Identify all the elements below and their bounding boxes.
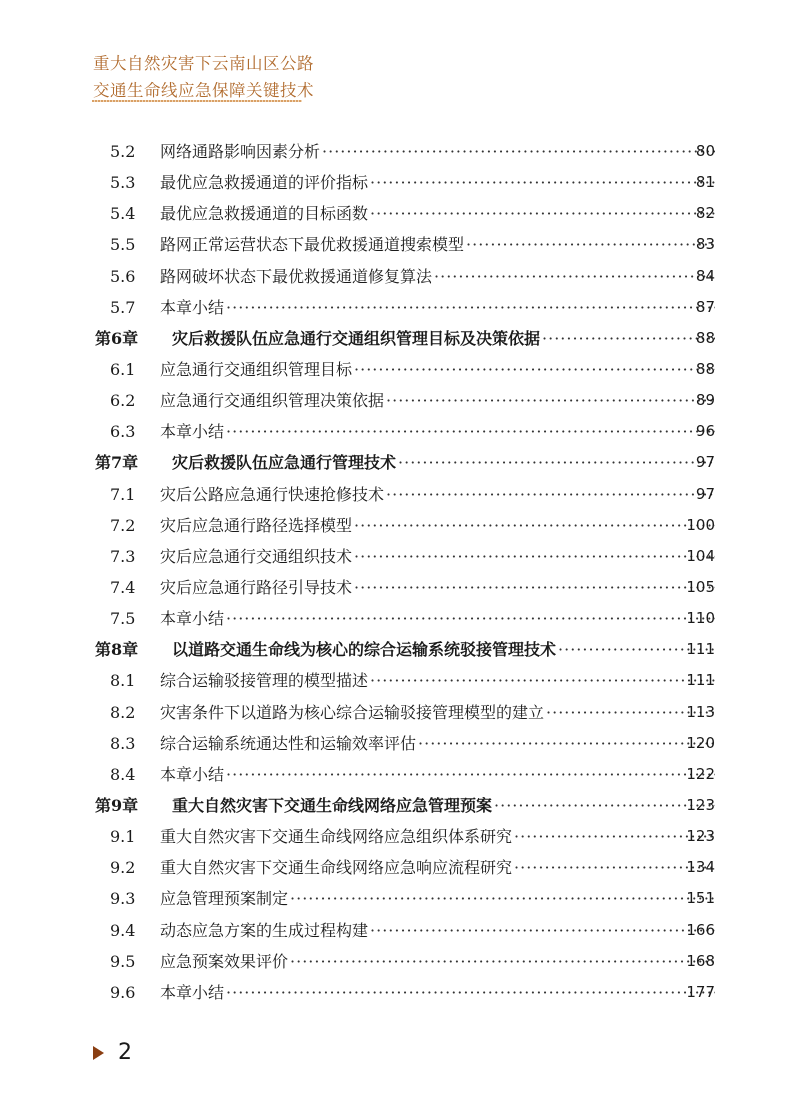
entry-title: 灾后应急通行路径选择模型 — [160, 510, 354, 541]
entry-title: 灾后应急通行路径引导技术 — [160, 572, 354, 603]
toc-chapter-entry[interactable] — [0, 447, 790, 478]
entry-page: 83 — [695, 235, 715, 254]
dot-leader — [398, 447, 715, 478]
dot-leader — [226, 416, 715, 447]
entry-page: 168 — [686, 951, 715, 970]
entry-title: 综合运输驳接管理的模型描述 — [160, 665, 370, 696]
toc-section-entry[interactable] — [0, 229, 790, 260]
toc-chapter-entry[interactable] — [0, 634, 790, 665]
dot-leader — [354, 510, 715, 541]
entry-number: 第7章 — [95, 453, 139, 473]
entry-page: 111 — [686, 671, 715, 690]
dot-leader — [370, 665, 715, 696]
entry-number: 7.1 — [110, 484, 136, 504]
entry-number: 9.3 — [110, 889, 136, 909]
entry-page: 120 — [686, 733, 715, 752]
toc-section-entry[interactable] — [0, 510, 790, 541]
entry-page: 81 — [695, 173, 715, 192]
dot-leader — [226, 292, 715, 323]
dot-leader — [354, 541, 715, 572]
toc-section-entry[interactable] — [0, 821, 790, 852]
entry-page: 88 — [695, 328, 715, 347]
entry-page: 80 — [695, 142, 715, 160]
entry-number: 8.3 — [110, 733, 136, 753]
dot-leader — [322, 136, 715, 167]
entry-title: 最优应急救援通道的目标函数 — [160, 198, 370, 229]
entry-page: 97 — [695, 484, 715, 503]
entry-page: 151 — [686, 889, 715, 908]
toc-section-entry[interactable] — [0, 261, 790, 292]
toc-chapter-entry[interactable] — [0, 323, 790, 354]
entry-page: 89 — [695, 391, 715, 410]
entry-title: 本章小结 — [160, 292, 226, 323]
entry-title: 重大自然灾害下交通生命线网络应急管理预案 — [172, 790, 494, 821]
entry-page: 105 — [686, 577, 715, 596]
table-of-contents — [0, 136, 790, 1008]
entry-title: 本章小结 — [160, 603, 226, 634]
entry-number: 6.2 — [110, 391, 136, 411]
dot-leader — [354, 572, 715, 603]
entry-page: 166 — [686, 920, 715, 939]
entry-title: 路网破坏状态下最优救援通道修复算法 — [160, 261, 434, 292]
entry-page: 113 — [686, 702, 715, 721]
dot-leader — [514, 821, 715, 852]
dot-leader — [514, 852, 715, 883]
header-divider — [92, 100, 302, 102]
entry-title: 应急通行交通组织管理决策依据 — [160, 385, 386, 416]
dot-leader — [434, 261, 715, 292]
entry-number: 5.2 — [110, 142, 136, 161]
entry-number: 5.6 — [110, 266, 136, 286]
entry-number: 7.2 — [110, 515, 136, 535]
dot-leader — [370, 915, 715, 946]
entry-number: 第6章 — [95, 328, 139, 348]
dot-leader — [494, 790, 715, 821]
toc-section-entry[interactable] — [0, 541, 790, 572]
entry-number: 9.2 — [110, 858, 136, 878]
entry-page: 177 — [686, 982, 715, 1001]
entry-page: 100 — [686, 515, 715, 534]
dot-leader — [354, 354, 715, 385]
entry-title: 本章小结 — [160, 759, 226, 790]
entry-page: 111 — [686, 640, 715, 659]
entry-number: 7.5 — [110, 609, 136, 629]
entry-number: 第9章 — [95, 795, 139, 815]
toc-section-entry[interactable] — [0, 852, 790, 883]
toc-chapter-entry[interactable] — [0, 790, 790, 821]
entry-page: 84 — [695, 266, 715, 285]
toc-section-entry[interactable] — [0, 665, 790, 696]
entry-title: 灾后救援队伍应急通行交通组织管理目标及决策依据 — [172, 323, 542, 354]
entry-page: 134 — [686, 858, 715, 877]
toc-section-entry[interactable] — [0, 603, 790, 634]
entry-number: 6.1 — [110, 359, 136, 379]
toc-section-entry[interactable] — [0, 198, 790, 229]
entry-number: 9.1 — [110, 827, 136, 847]
entry-number: 9.6 — [110, 982, 136, 1002]
entry-title: 重大自然灾害下交通生命线网络应急组织体系研究 — [160, 821, 514, 852]
toc-section-entry[interactable] — [0, 883, 790, 914]
toc-section-entry[interactable] — [0, 977, 790, 1008]
dot-leader — [290, 883, 715, 914]
entry-number: 8.4 — [110, 764, 136, 784]
entry-page: 123 — [686, 827, 715, 846]
entry-title: 应急通行交通组织管理目标 — [160, 354, 354, 385]
dot-leader — [226, 759, 715, 790]
toc-section-entry[interactable] — [0, 416, 790, 447]
entry-title: 网络通路影响因素分析 — [160, 136, 322, 167]
entry-number: 8.2 — [110, 702, 136, 722]
entry-page: 122 — [686, 764, 715, 783]
entry-title: 灾后应急通行交通组织技术 — [160, 541, 354, 572]
toc-section-entry[interactable] — [0, 915, 790, 946]
toc-section-entry[interactable] — [0, 479, 790, 510]
toc-section-entry[interactable] — [0, 354, 790, 385]
entry-number: 9.5 — [110, 951, 136, 971]
toc-section-entry[interactable] — [0, 728, 790, 759]
entry-title: 综合运输系统通达性和运输效率评估 — [160, 728, 418, 759]
entry-title: 路网正常运营状态下最优救援通道搜索模型 — [160, 229, 466, 260]
entry-number: 8.1 — [110, 671, 136, 691]
entry-page: 110 — [686, 609, 715, 628]
toc-section-entry[interactable] — [0, 572, 790, 603]
entry-title: 应急管理预案制定 — [160, 883, 290, 914]
dot-leader — [542, 323, 715, 354]
entry-title: 重大自然灾害下交通生命线网络应急响应流程研究 — [160, 852, 514, 883]
dot-leader — [370, 167, 715, 198]
toc-section-entry[interactable] — [0, 136, 790, 167]
page-number: 2 — [118, 1040, 132, 1065]
entry-number: 5.4 — [110, 204, 136, 224]
entry-page: 82 — [695, 204, 715, 223]
entry-page: 104 — [686, 546, 715, 565]
entry-title: 灾害条件下以道路为核心综合运输驳接管理模型的建立 — [160, 697, 546, 728]
entry-number: 6.3 — [110, 422, 136, 442]
entry-number: 7.4 — [110, 577, 136, 597]
triangle-marker-icon — [93, 1046, 104, 1060]
dot-leader — [386, 385, 715, 416]
entry-number: 9.4 — [110, 920, 136, 940]
entry-page: 97 — [695, 453, 715, 472]
running-header-line2: 交通生命线应急保障关键技术 — [93, 81, 314, 100]
toc-section-entry[interactable] — [0, 292, 790, 323]
toc-section-entry[interactable] — [0, 759, 790, 790]
entry-title: 灾后救援队伍应急通行管理技术 — [172, 447, 398, 478]
entry-number: 7.3 — [110, 546, 136, 566]
entry-title: 最优应急救援通道的评价指标 — [160, 167, 370, 198]
dot-leader — [226, 603, 715, 634]
dot-leader — [226, 977, 715, 1008]
toc-section-entry[interactable] — [0, 946, 790, 977]
entry-title: 本章小结 — [160, 416, 226, 447]
dot-leader — [386, 479, 715, 510]
entry-title: 应急预案效果评价 — [160, 946, 290, 977]
entry-number: 5.3 — [110, 173, 136, 193]
running-header-line1: 重大自然灾害下云南山区公路 — [93, 54, 314, 73]
dot-leader — [290, 946, 715, 977]
entry-title: 灾后公路应急通行快速抢修技术 — [160, 479, 386, 510]
entry-title: 以道路交通生命线为核心的综合运输系统驳接管理技术 — [172, 634, 558, 665]
entry-page: 88 — [695, 359, 715, 378]
entry-title: 本章小结 — [160, 977, 226, 1008]
entry-page: 123 — [686, 795, 715, 814]
page-footer — [93, 1040, 132, 1065]
entry-page: 87 — [695, 297, 715, 316]
entry-number: 5.5 — [110, 235, 136, 255]
dot-leader — [370, 198, 715, 229]
entry-title: 动态应急方案的生成过程构建 — [160, 915, 370, 946]
entry-number: 第8章 — [95, 640, 139, 660]
dot-leader — [418, 728, 715, 759]
entry-number: 5.7 — [110, 297, 136, 317]
toc-section-entry[interactable] — [0, 697, 790, 728]
dot-leader — [466, 229, 715, 260]
entry-page: 96 — [695, 422, 715, 441]
toc-section-entry[interactable] — [0, 167, 790, 198]
toc-section-entry[interactable] — [0, 385, 790, 416]
